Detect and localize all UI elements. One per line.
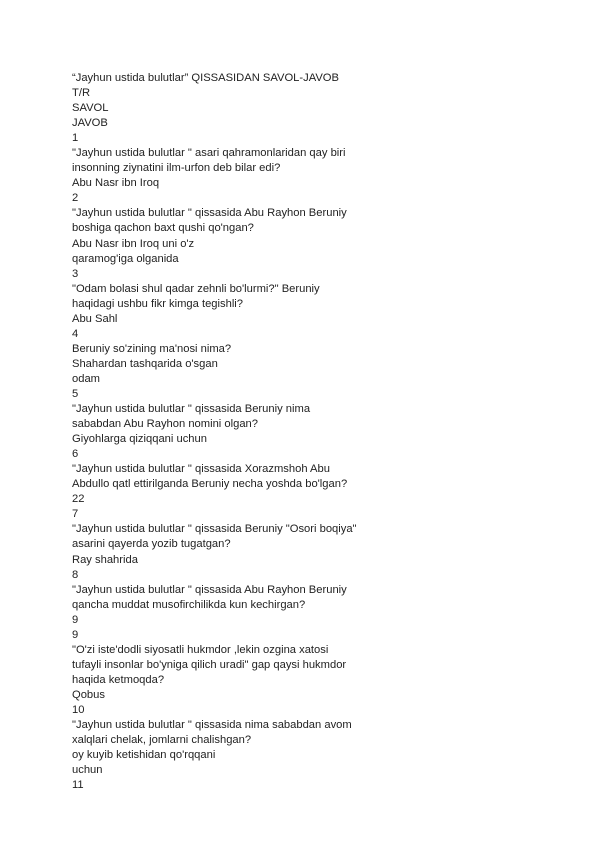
text-line: haqidagi ushbu fikr kimga tegishli? xyxy=(72,297,244,310)
text-line: SAVOL xyxy=(72,102,109,115)
text-line: 6 xyxy=(72,448,79,461)
text-line: Qobus xyxy=(72,688,105,701)
document-text xyxy=(72,71,552,793)
text-line: 5 xyxy=(72,387,79,400)
document-title: “Jayhun ustida bulutlar” QISSASIDAN SAVOL-JAVOB xyxy=(72,72,339,84)
text-line: Shahardan tashqarida o'sgan xyxy=(72,357,218,370)
text-line: asarini qayerda yozib tugatgan? xyxy=(72,538,231,551)
text-line: 3 xyxy=(72,267,79,280)
text-line: 4 xyxy=(72,327,79,340)
text-line: Abdullo qatl ettirilganda Beruniy necha yoshda bo'lgan? xyxy=(72,478,348,491)
text-line: sababdan Abu Rayhon nomini olgan? xyxy=(72,418,258,431)
text-line: oy kuyib ketishidan qo'rqqani xyxy=(72,749,216,762)
text-line: JAVOB xyxy=(72,117,108,130)
text-line: Ray shahrida xyxy=(72,553,138,566)
text-line: 8 xyxy=(72,568,79,581)
text-line: Abu Nasr ibn Iroq xyxy=(72,177,160,190)
text-line: "Odam bolasi shul qadar zehnli bo'lurmi?" Beruniy xyxy=(72,282,320,295)
text-line: xalqlari chelak, jomlarni chalishgan? xyxy=(72,734,252,747)
text-line: 10 xyxy=(72,703,85,716)
text-line: "Jayhun ustida bulutlar " qissasida Xorazmshoh Abu xyxy=(72,463,330,476)
text-line: 9 xyxy=(72,628,79,641)
text-line: 2 xyxy=(72,192,79,205)
text-line: Beruniy so'zining ma'nosi nima? xyxy=(72,342,232,355)
text-line: Abu Sahl xyxy=(72,312,118,325)
text-line: "Jayhun ustida bulutlar " asari qahramonlaridan qay biri xyxy=(72,147,346,160)
text-line: Giyohlarga qiziqqani uchun xyxy=(72,433,207,446)
text-line: "Jayhun ustida bulutlar " qissasida Abu Rayhon Beruniy xyxy=(72,583,347,596)
text-line: "Jayhun ustida bulutlar " qissasida Abu Rayhon Beruniy xyxy=(72,207,347,220)
text-line: "Jayhun ustida bulutlar " qissasida nima sababdan avom xyxy=(72,719,352,732)
text-line: 7 xyxy=(72,508,79,521)
text-line: Abu Nasr ibn Iroq uni o'z xyxy=(72,237,195,250)
text-line: 9 xyxy=(72,613,79,626)
text-line: tufayli insonlar bo'yniga qilich uradi" gap qaysi hukmdor xyxy=(72,658,347,671)
text-line: uchun xyxy=(72,764,103,777)
text-line: haqida ketmoqda? xyxy=(72,673,165,686)
text-line: odam xyxy=(72,372,100,385)
text-line: T/R xyxy=(72,87,91,100)
text-line: "O'zi iste'dodli siyosatli hukmdor ,lekin ozgina xatosi xyxy=(72,643,329,656)
text-line: qancha muddat musofirchilikda kun kechirgan? xyxy=(72,598,306,611)
text-line: 22 xyxy=(72,493,85,506)
text-line: 1 xyxy=(72,132,79,145)
text-line: insonning ziynatini ilm-urfon deb bilar edi? xyxy=(72,162,281,175)
text-line: qaramog'iga olganida xyxy=(72,252,179,265)
text-line: boshiga qachon baxt qushi qo'ngan? xyxy=(72,222,254,235)
text-line: "Jayhun ustida bulutlar " qissasida Beruniy nima xyxy=(72,403,311,416)
text-line: 11 xyxy=(72,779,84,792)
text-line: "Jayhun ustida bulutlar " qissasida Beruniy "Osori boqiya" xyxy=(72,523,357,536)
